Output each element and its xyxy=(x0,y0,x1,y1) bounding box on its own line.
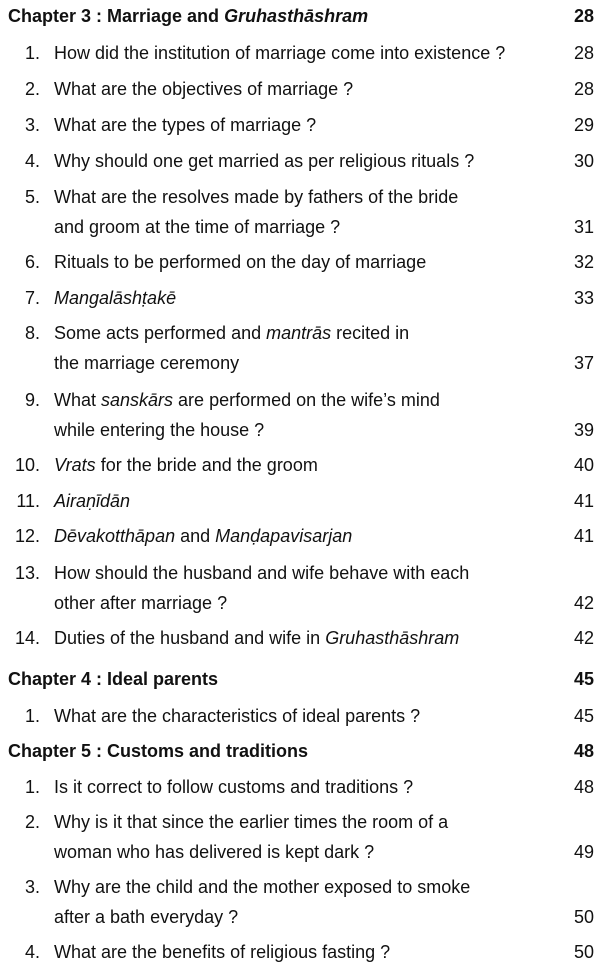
item-page-number: 41 xyxy=(573,526,594,546)
toc-item xyxy=(0,450,594,480)
item-text-line: What are the objectives of marriage ? xyxy=(54,79,354,99)
toc-item xyxy=(0,486,594,516)
toc-item xyxy=(0,385,594,445)
item-number: 3. xyxy=(24,877,40,897)
item-number: 7. xyxy=(24,288,40,308)
item-text-line: woman who has delivered is kept dark ? xyxy=(54,842,375,862)
item-number: 3. xyxy=(24,115,40,135)
item-page-number: 37 xyxy=(573,353,594,373)
toc-item xyxy=(0,521,594,551)
toc-item xyxy=(0,807,594,867)
item-text-line: Rituals to be performed on the day of marriage xyxy=(54,252,427,272)
item-number: 5. xyxy=(24,187,40,207)
item-page-number: 49 xyxy=(573,842,594,862)
item-number: 1. xyxy=(24,706,40,726)
item-page-number: 50 xyxy=(573,907,594,927)
toc-item xyxy=(0,772,594,802)
item-number: 2. xyxy=(24,812,40,832)
item-text-line: What are the types of marriage ? xyxy=(54,115,317,135)
item-number: 1. xyxy=(24,777,40,797)
item-text-line: What are the benefits of religious fasting ? xyxy=(54,942,391,962)
toc-item xyxy=(0,146,594,176)
toc-item xyxy=(0,701,594,731)
item-text-line: How did the institution of marriage come into existence ? xyxy=(54,43,506,63)
item-number: 4. xyxy=(24,942,40,962)
item-text-line: Why are the child and the mother exposed to smoke xyxy=(54,877,471,897)
item-number: 13. xyxy=(14,563,40,583)
toc-item xyxy=(0,872,594,932)
chapter-title: Chapter 3 : Marriage and Gruhasthāshram xyxy=(8,6,369,26)
item-page-number: 31 xyxy=(573,217,594,237)
item-page-number: 33 xyxy=(573,288,594,308)
item-number: 4. xyxy=(24,151,40,171)
item-number: 6. xyxy=(24,252,40,272)
item-text-line: Vrats for the bride and the groom xyxy=(54,455,318,475)
item-text-line: Airaṇīdān xyxy=(54,491,131,511)
item-text-line: other after marriage ? xyxy=(54,593,228,613)
item-number: 14. xyxy=(14,628,40,648)
item-page-number: 42 xyxy=(573,593,594,613)
toc-item xyxy=(0,318,594,378)
item-text-line: Why is it that since the earlier times the room of a xyxy=(54,812,449,832)
item-text-line: Duties of the husband and wife in Gruhasthāshram xyxy=(54,628,460,648)
item-number: 11. xyxy=(16,491,40,511)
item-text-line: Mangalāshṭakē xyxy=(54,288,177,308)
item-number: 10. xyxy=(14,455,40,475)
toc-item xyxy=(0,558,594,618)
item-page-number: 28 xyxy=(573,79,594,99)
item-text-line: and groom at the time of marriage ? xyxy=(54,217,341,237)
chapter-title: Chapter 4 : Ideal parents xyxy=(8,669,219,689)
toc-item xyxy=(0,283,594,313)
item-page-number: 48 xyxy=(573,777,594,797)
item-number: 9. xyxy=(24,390,40,410)
item-text-line: What are the characteristics of ideal parents ? xyxy=(54,706,421,726)
toc-item xyxy=(0,38,594,68)
item-number: 12. xyxy=(14,526,40,546)
item-text-line: Why should one get married as per religious rituals ? xyxy=(54,151,475,171)
item-page-number: 42 xyxy=(573,628,594,648)
toc-item xyxy=(0,247,594,277)
item-page-number: 28 xyxy=(573,43,594,63)
item-page-number: 45 xyxy=(573,706,594,726)
chapter-title: Chapter 5 : Customs and traditions xyxy=(8,741,309,761)
item-text-line: after a bath everyday ? xyxy=(54,907,239,927)
item-text-line: Dēvakotthāpan and Manḍapavisarjan xyxy=(54,526,353,546)
item-number: 1. xyxy=(24,43,40,63)
toc-item xyxy=(0,937,594,967)
toc-item xyxy=(0,110,594,140)
item-page-number: 41 xyxy=(573,491,594,511)
item-page-number: 32 xyxy=(573,252,594,272)
toc-item xyxy=(0,623,594,653)
item-text-line: Is it correct to follow customs and traditions ? xyxy=(54,777,414,797)
item-page-number: 30 xyxy=(573,151,594,171)
item-page-number: 29 xyxy=(573,115,594,135)
item-text-line: Some acts performed and mantrās recited in xyxy=(54,323,410,343)
item-text-line: the marriage ceremony xyxy=(54,353,240,373)
item-page-number: 39 xyxy=(573,420,594,440)
chapter-page-number: 28 xyxy=(573,6,594,26)
chapter-page-number: 45 xyxy=(573,669,594,689)
item-text-line: while entering the house ? xyxy=(54,420,265,440)
item-page-number: 40 xyxy=(573,455,594,475)
toc-item xyxy=(0,74,594,104)
item-page-number: 50 xyxy=(573,942,594,962)
chapter-page-number: 48 xyxy=(573,741,594,761)
item-number: 2. xyxy=(24,79,40,99)
item-text-line: How should the husband and wife behave with each xyxy=(54,563,470,583)
toc-item xyxy=(0,182,594,242)
item-number: 8. xyxy=(24,323,40,343)
item-text-line: What sanskārs are performed on the wife’s mind xyxy=(54,390,440,410)
item-text-line: What are the resolves made by fathers of the bride xyxy=(54,187,459,207)
